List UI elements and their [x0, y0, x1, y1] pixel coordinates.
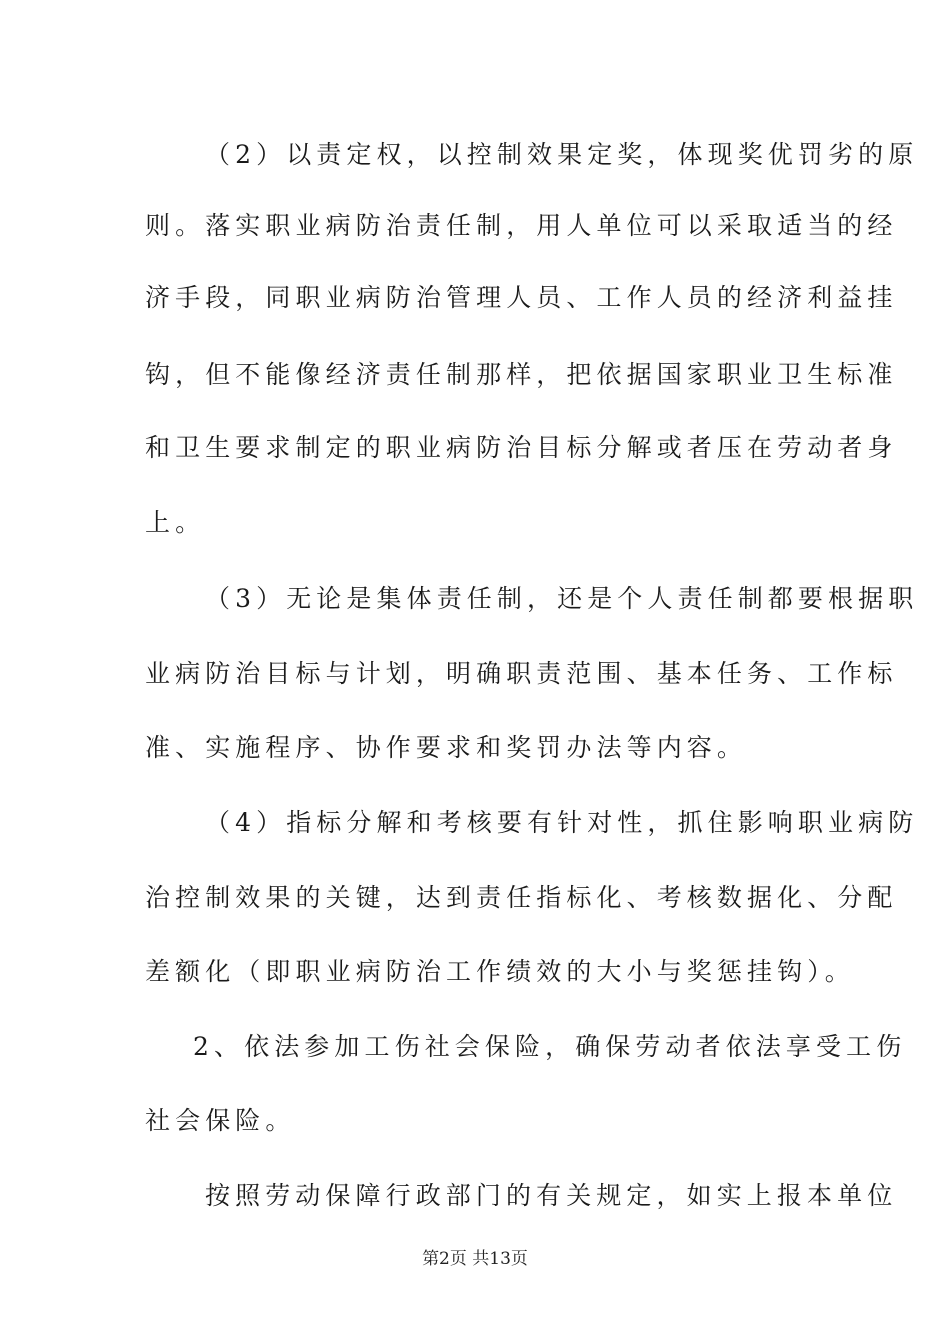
paragraph-line: （4）指标分解和考核要有针对性，抓住影响职业病防	[205, 808, 919, 837]
paragraph-line: 则。落实职业病防治责任制，用人单位可以采取适当的经	[145, 211, 898, 240]
paragraph-line: 和卫生要求制定的职业病防治目标分解或者压在劳动者身	[145, 433, 898, 462]
paragraph-line: 业病防治目标与计划，明确职责范围、基本任务、工作标	[145, 659, 898, 688]
paragraph-line: 上。	[145, 508, 206, 537]
paragraph-line: 钩，但不能像经济责任制那样，把依据国家职业卫生标准	[145, 360, 898, 389]
paragraph-line: 济手段，同职业病防治管理人员、工作人员的经济利益挂	[145, 283, 898, 312]
paragraph-line: 差额化（即职业病防治工作绩效的大小与奖惩挂钩）。	[145, 957, 855, 986]
paragraph-line: 2、依法参加工伤社会保险，确保劳动者依法享受工伤	[193, 1032, 907, 1061]
paragraph-line: 治控制效果的关键，达到责任指标化、考核数据化、分配	[145, 883, 898, 912]
page-footer: 第2页 共13页	[422, 1249, 528, 1269]
paragraph-line: 准、实施程序、协作要求和奖罚办法等内容。	[145, 733, 748, 762]
paragraph-line: 社会保险。	[145, 1106, 296, 1135]
paragraph-line: （2）以责定权，以控制效果定奖，体现奖优罚劣的原	[205, 140, 919, 169]
paragraph-line: （3）无论是集体责任制，还是个人责任制都要根据职	[205, 584, 919, 613]
paragraph-line: 按照劳动保障行政部门的有关规定，如实上报本单位	[205, 1181, 898, 1210]
